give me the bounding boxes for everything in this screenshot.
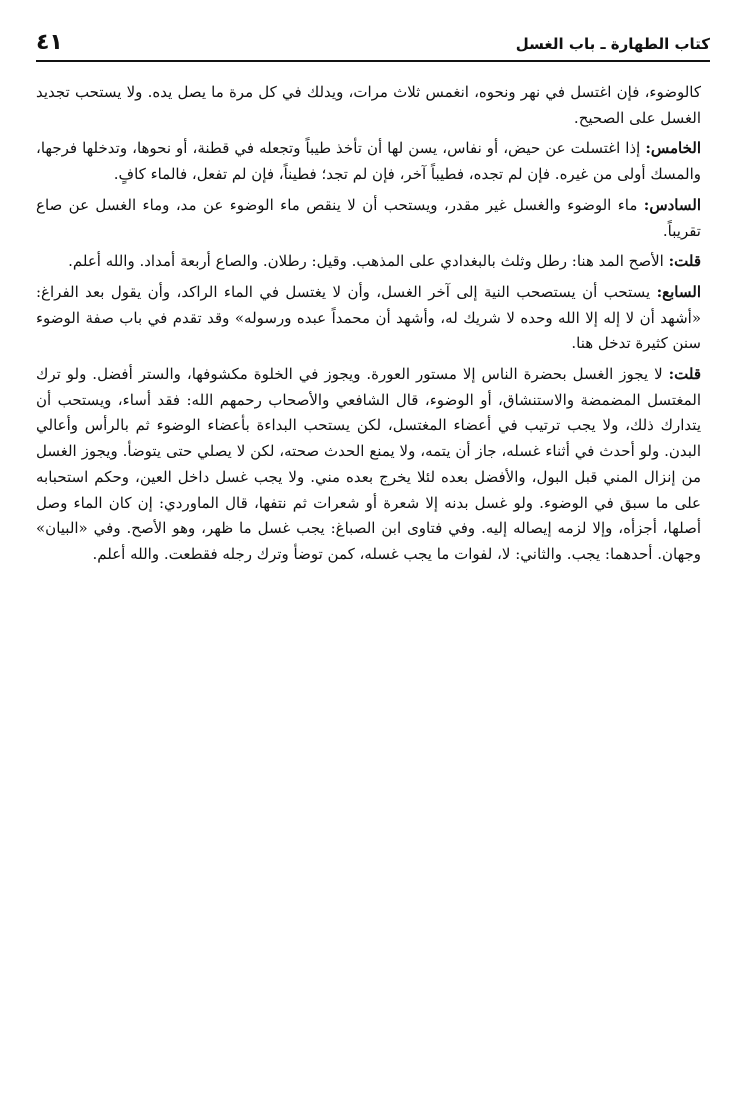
paragraph-fifth bbox=[36, 136, 701, 187]
header-rule bbox=[36, 60, 710, 62]
paragraph-lead: السادس: bbox=[643, 195, 701, 214]
paragraph-text: ماء الوضوء والغسل غير مقدر، ويستحب أن لا ينقص ماء الوضوء عن مد، وماء الغسل عن صاع تقريباً. bbox=[36, 195, 701, 240]
paragraph-note-1 bbox=[36, 249, 701, 275]
paragraph-text: يستحب أن يستصحب النية إلى آخر الغسل، وأن لا يغتسل في الماء الراكد، وأن يقول بعد الفراغ: «أشهد أن لا إله إلا الله وحده لا شريك له، وأشهد أن محمداً عبده ورسوله» وقد تقدم في باب صفة الوضوء سنن كثيرة تدخل هنا. bbox=[36, 282, 701, 353]
paragraph-seventh bbox=[36, 280, 701, 357]
paragraph-text: إذا اغتسلت عن حيض، أو نفاس، يسن لها أن تأخذ طيباً وتجعله في قطنة، أو نحوها، وتدخلها فرجها، والمسك أولى من غيره. فإن لم تجده، فطيباً آخر، فإن لم تجد؛ فطيناً، فإن لم تفعل، فالماء كافٍ. bbox=[36, 139, 701, 184]
running-title: كتاب الطهارة ـ باب الغسل bbox=[515, 35, 710, 53]
paragraph-lead: الخامس: bbox=[645, 139, 701, 158]
page-number: ٤١ bbox=[36, 30, 63, 55]
paragraph-text: الأصح المد هنا: رطل وثلث بالبغدادي على المذهب. وقيل: رطلان. والصاع أربعة أمداد. والله أعلم. bbox=[68, 252, 669, 271]
body-text bbox=[36, 80, 701, 573]
paragraph-lead: السابع: bbox=[656, 282, 701, 301]
paragraph-lead: قلت: bbox=[668, 252, 701, 271]
paragraph-lead: قلت: bbox=[668, 365, 701, 384]
page-header bbox=[36, 26, 710, 58]
paragraph-sixth bbox=[36, 193, 701, 244]
paragraph-text: كالوضوء، فإن اغتسل في نهر ونحوه، انغمس ثلاث مرات، ويدلك في كل مرة ما يصل يده. ولا يستحب تجديد الغسل على الصحيح. bbox=[36, 83, 701, 127]
paragraph-continuation bbox=[36, 80, 701, 131]
paragraph-text: لا يجوز الغسل بحضرة الناس إلا مستور العورة. ويجوز في الخلوة مكشوفها، والستر أفضل. ولو ترك المغتسل المضمضة والاستنشاق، أو الوضوء، قال الشافعي والأصحاب رحمهم الله: فقد أساء، ويستحب أن يتدارك ذلك، ولا يجب ترتيب في أعضاء المغتسل، لكن يستحب البداءة بأعضاء الوضوء ثم بالرأس وأعالي البدن. ولو أحدث في أثناء غسله، جاز أن يتمه، ولا يمنع الحدث صحته، لكن لا يصلي حتى يتوضأ. ويجوز الغسل من إنزال المني قبل البول، والأفضل بعده لئلا يخرج بعده مني. ولا يجب غسل داخل العين، وحكم استحبابه على ما سبق في الوضوء. ولو غسل بدنه إلا شعرة أو شعرات ثم نتفها، قال الماوردي: إن كان الماء وصل أصلها، أجزأه، وإلا لزمه إيصاله إليه. وفي فتاوى ابن الصباغ: يجب غسل ما ظهر، وهو الأصح. وفي «البيان» وجهان. أحدهما: يجب. والثاني: لا، لفوات ما يجب غسله، كمن توضأ وترك رجله فقطعت. والله أعلم. bbox=[36, 365, 701, 563]
paragraph-note-2 bbox=[36, 362, 701, 568]
